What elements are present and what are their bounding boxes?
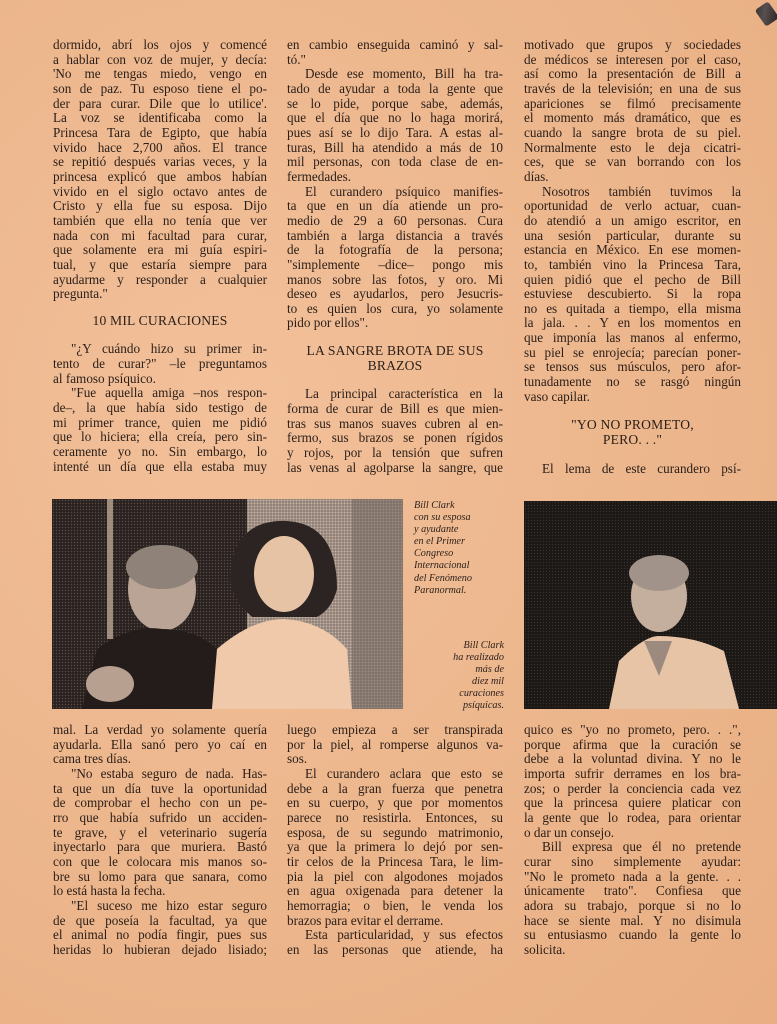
- text-line: que lo hiciera; ella creía, pero sin-: [53, 429, 267, 445]
- column-2-bottom: [287, 723, 503, 958]
- text-line: fermo, sus brazos se ponen rígidos: [287, 430, 503, 446]
- text-line: tual, y que estaría siempre para: [53, 256, 267, 272]
- caption-line: Paranormal.: [414, 584, 467, 596]
- text-line: "No le prometo nada a la gente. . .: [524, 868, 741, 884]
- text-line: tó.": [287, 51, 306, 67]
- text-line: manos sobre las fotos, y oro. Mi: [287, 271, 503, 287]
- text-line: zos; o perder la conciencia cada vez: [524, 780, 741, 796]
- caption-line: Congreso: [414, 548, 454, 560]
- text-line: cama tres días.: [53, 751, 131, 767]
- text-line: en las personas que atiende, ha: [287, 941, 503, 957]
- section-heading-10-mil-curaciones: 10 MIL CURACIONES: [92, 312, 228, 328]
- text-line: el animal no podía fingir, pues sus: [53, 927, 267, 943]
- caption-line: Internacional: [414, 560, 470, 572]
- text-line: únicamente trato". Confiesa que: [524, 883, 741, 899]
- text-line: El curandero psíquico manifies-: [305, 183, 503, 199]
- caption-line: en el Primer: [414, 536, 465, 548]
- text-line: "El suceso me hizo estar seguro: [71, 897, 267, 913]
- column-2-top: [287, 38, 503, 475]
- text-line: Esta particularidad, y sus efectos: [305, 927, 503, 943]
- text-line: pregunta.": [53, 286, 108, 302]
- text-line: porque afirma que la curación se: [524, 736, 741, 752]
- text-line: adora su trabajo, porque si no lo: [524, 897, 741, 913]
- text-line: ces, que se van borrando con los: [524, 154, 741, 170]
- text-line: mil personas, con toda clase de en-: [287, 154, 503, 170]
- text-line: rro que había sufrido un acciden-: [53, 809, 267, 825]
- text-line: to es quien los cura, yo solamente: [287, 300, 503, 316]
- text-line: deseo es ayudarlos, pero Jesucris-: [287, 286, 503, 302]
- text-line: tado de ayudar a toda la gente que: [287, 80, 503, 96]
- text-line: dormido, abrí los ojos y comencé: [53, 37, 267, 52]
- text-line: la jala. . . Y en los momentos en: [524, 315, 741, 331]
- text-line: te grave, y el veterinario sugería: [53, 824, 267, 840]
- text-line: de comprobar el hecho con un pe-: [53, 795, 267, 811]
- text-line: través de la televisión; en una de sus: [524, 80, 741, 96]
- caption-line: y ayudante: [414, 524, 459, 536]
- text-line: heridas lo hubieran dejado lisiado;: [53, 941, 267, 957]
- heading-line: PERO. . .": [602, 432, 663, 448]
- text-line: tento de curar?" –le preguntamos: [53, 356, 267, 372]
- text-line: pido por ellos".: [287, 315, 369, 331]
- section-heading-yo-no-prometo: [524, 418, 741, 447]
- caption-line: más de: [475, 664, 504, 676]
- text-line: quien pidió que el pecho de Bill: [524, 271, 741, 287]
- text-line: turas, Bill ha atendido a más de 10: [287, 139, 503, 155]
- text-line: 'No me tengas miedo, vengo en: [53, 66, 267, 82]
- text-line: La principal característica en la: [305, 386, 503, 402]
- text-line: pues así se lo dijo Tara. A estas al-: [287, 124, 503, 140]
- caption-line: con su esposa: [414, 512, 471, 524]
- photo-image: [524, 501, 777, 709]
- text-line: "No estaba seguro de nada. Has-: [71, 765, 267, 781]
- text-line: lo está hasta la fecha.: [53, 883, 166, 899]
- text-line: pia la piel con algodones mojados: [287, 868, 503, 884]
- text-line: ayudarme y responder a cualquier: [53, 271, 267, 287]
- text-line: de que poseía la facultad, ya que: [53, 912, 267, 928]
- text-line: luego empieza a ser transpirada: [287, 722, 503, 737]
- text-line: con que le colocara mis manos so-: [53, 853, 267, 869]
- text-line: vivido en el siglo octavo antes de: [53, 183, 267, 199]
- text-line: do atendió a un amigo escritor, en: [524, 212, 741, 228]
- text-line: cuando la sangre brota de su piel.: [524, 124, 741, 140]
- text-line: curar sino simplemente ayudar:: [524, 853, 741, 869]
- text-line: forma de curar de Bill es que mien-: [287, 401, 503, 417]
- text-line: Normalmente esto le deja cicatri-: [524, 139, 741, 155]
- text-line: días.: [524, 168, 549, 184]
- text-line: que solamente era mi guía espiri-: [53, 242, 267, 258]
- caption-line: Bill Clark: [463, 640, 504, 651]
- text-line: ceramente yo no. Sin embargo, lo: [53, 444, 267, 460]
- text-line: o dar un consejo.: [524, 824, 615, 840]
- text-line: El curandero aclara que esto se: [305, 765, 503, 781]
- heading-line: BRAZOS: [367, 357, 423, 373]
- text-line: se lo pide, porque sabe, además,: [287, 95, 503, 111]
- text-line: se tensos sus músculos, pero afor-: [524, 359, 741, 375]
- text-line: medio de 29 a 60 personas. Cura: [287, 212, 503, 228]
- text-line: ta que un día tuve la oportunidad: [53, 780, 267, 796]
- text-line: hace se siente mal. Y no disimula: [524, 912, 741, 928]
- text-line: esposa, de su segundo matrimonio,: [287, 824, 503, 840]
- text-line: que imponía las manos al enfermo,: [524, 330, 741, 346]
- text-line: vaso capilar.: [524, 388, 590, 404]
- text-line: de–, la que había sido testigo de: [53, 400, 267, 416]
- paragraph: [287, 387, 503, 475]
- paragraph: [524, 723, 741, 958]
- paragraph: [287, 723, 503, 958]
- text-line: intenté un día que ella estaba muy: [53, 458, 267, 474]
- text-line: que el día que no lo haga morirá,: [287, 110, 503, 126]
- text-line: ta que en un día atiende un pro-: [287, 198, 503, 214]
- text-line: su entusiasmo cuando la gente lo: [524, 927, 741, 943]
- text-line: brazos para evitar el derrame.: [287, 912, 444, 928]
- caption-line: curaciones: [459, 688, 504, 700]
- heading-line: "YO NO PROMETO,: [571, 417, 694, 433]
- caption-line: ha realizado: [453, 652, 504, 664]
- text-line: sos.: [287, 751, 308, 767]
- text-line: importa sufrir derrames en los bra-: [524, 765, 741, 781]
- text-line: las venas al agolparse la sangre, que: [287, 459, 503, 475]
- column-3-bottom: [524, 723, 741, 958]
- text-line: una sesión particular, durante su: [524, 227, 741, 243]
- photo-bill-clark: [524, 501, 777, 709]
- text-line: solicita.: [524, 941, 566, 957]
- column-1-bottom: [53, 723, 267, 958]
- paragraph: [53, 38, 267, 302]
- text-line: der para curar. Dile que lo utilice'.: [53, 95, 267, 111]
- text-line: tunadamente no se rasgó ningún: [524, 374, 741, 390]
- text-line: Desde ese momento, Bill ha tra-: [305, 66, 503, 82]
- photo-caption-2: [414, 640, 504, 713]
- text-line: en cambio enseguida caminó y sal-: [287, 37, 503, 52]
- text-line: nada con mi facultad para curar,: [53, 227, 267, 243]
- text-line: La voz se identificaba como la: [53, 110, 267, 126]
- text-line: ayudarla. Ella sanó pero yo caí en: [53, 736, 267, 752]
- text-line: estuviese descubierto. Si la ropa: [524, 286, 741, 302]
- text-line: hemorragia; o bien, le venda los: [287, 897, 503, 913]
- paragraph: [53, 723, 267, 958]
- text-line: debe a la gran fuerza que penetra: [287, 780, 503, 796]
- text-line: también que ella no tenía que ver: [53, 212, 267, 228]
- text-line: se repitió después varias veces, y la: [53, 154, 267, 170]
- paragraph: [287, 38, 503, 331]
- text-line: mi primer trance, quien me pidió: [53, 414, 267, 430]
- text-line: no es quitada a tiempo, ella misma: [524, 300, 741, 316]
- text-line: fermedades.: [287, 168, 352, 184]
- text-line: el momento más dramático, que es: [524, 110, 741, 126]
- text-line: motivado que grupos y sociedades: [524, 37, 741, 52]
- text-line: El lema de este curandero psí-: [542, 460, 741, 476]
- text-line: "¿Y cuándo hizo su primer in-: [71, 341, 267, 357]
- text-line: su piel se enrojecía; parecían poner-: [524, 344, 741, 360]
- text-line: de la fotografía de la persona;: [287, 242, 503, 258]
- text-line: de médicos se interesen por el caso,: [524, 51, 741, 67]
- photo-bill-clark-and-wife: [52, 499, 403, 709]
- text-line: vivido hace 2,700 años. El trance: [53, 139, 267, 155]
- text-line: tir celos de la Princesa Tara, le lim-: [287, 853, 503, 869]
- text-line: "simplemente –dice– pongo mis: [287, 256, 503, 272]
- text-line: to, también vino la Princesa Tara,: [524, 256, 741, 272]
- paragraph: [53, 342, 267, 474]
- text-line: también a larga distancia a través: [287, 227, 503, 243]
- text-line: a hablar con voz de mujer, y decía:: [53, 51, 267, 67]
- text-line: la gente que lo rodea, para orientar: [524, 809, 741, 825]
- text-line: ya que la primera lo dejó por sen-: [287, 839, 503, 855]
- text-line: Bill expresa que él no pretende: [542, 839, 741, 855]
- text-line: oportunidad de verlo actuar, cuan-: [524, 198, 741, 214]
- text-line: al famoso psíquico.: [53, 370, 156, 386]
- text-line: estancia en México. En ese momen-: [524, 242, 741, 258]
- text-line: "Fue aquella amiga –nos respon-: [71, 385, 267, 401]
- heading-line: LA SANGRE BROTA DE SUS: [306, 343, 484, 359]
- staple-mark: [755, 1, 777, 27]
- photo-image: [52, 499, 403, 709]
- paragraph: [524, 462, 741, 477]
- text-line: bre su lomo para que sanara, como: [53, 868, 267, 884]
- text-line: Cristo y ella fue su esposa. Dijo: [53, 198, 267, 214]
- text-line: quico es "yo no prometo, pero. . .",: [524, 722, 741, 737]
- text-line: por la piel, al romperse algunos va-: [287, 736, 503, 752]
- text-line: son de paz. Tu esposo tiene el po-: [53, 80, 267, 96]
- caption-line: psíquicas.: [462, 700, 504, 712]
- text-line: en su cuerpo, y que por momentos: [287, 795, 503, 811]
- caption-line: Bill Clark: [414, 500, 455, 511]
- text-line: y rojos, por la tensión que sufren: [287, 445, 503, 461]
- photo-caption-1: [414, 500, 504, 597]
- caption-line: diez mil: [472, 676, 504, 688]
- column-3-top: [524, 38, 741, 476]
- text-line: mal. La verdad yo solamente quería: [53, 722, 267, 737]
- text-line: que la princesa quiere platicar con: [524, 795, 741, 811]
- text-line: inyectarlo para que muriera. Bastó: [53, 839, 267, 855]
- text-line: así como la presentación de Bill a: [524, 66, 741, 82]
- paragraph: [524, 38, 741, 404]
- text-line: parece no resistirla. Entonces, su: [287, 809, 503, 825]
- column-1-top: [53, 38, 267, 474]
- text-line: debe a la voluntad divina. Y no le: [524, 751, 741, 767]
- text-line: en agua oxigenada para detener la: [287, 883, 503, 899]
- text-line: Princesa Tara de Egipto, que había: [53, 124, 267, 140]
- caption-line: del Fenómeno: [414, 572, 472, 584]
- section-heading-la-sangre-brota: [287, 344, 503, 373]
- text-line: apariciones se filmó precisamente: [524, 95, 741, 111]
- text-line: Nosotros también tuvimos la: [542, 183, 741, 199]
- text-line: tras sus manos suaves cubren al en-: [287, 415, 503, 431]
- text-line: princesa explicó que ambos habían: [53, 168, 267, 184]
